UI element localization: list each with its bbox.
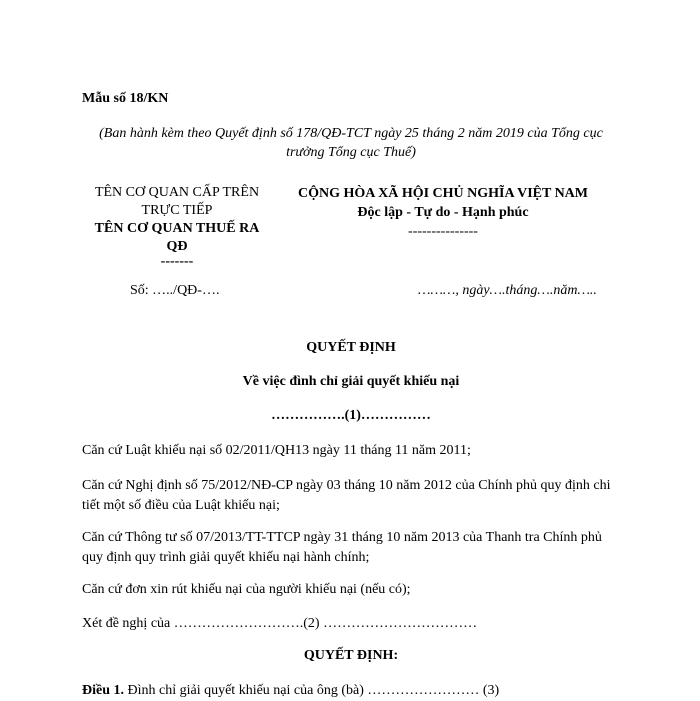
- document-title: QUYẾT ĐỊNH: [306, 340, 396, 355]
- article-1-text: Đình chỉ giải quyết khiếu nại của ông (bà) …………………… (3): [124, 683, 500, 698]
- document-subtitle: Về việc đình chỉ giải quyết khiếu nại: [242, 374, 460, 389]
- agency-line-2: TRỰC TIẾP: [141, 203, 213, 218]
- left-header-rule: -------: [160, 254, 194, 269]
- basis-law: Căn cứ Luật khiếu nại số 02/2011/QH13 ngày 11 tháng 11 năm 2011;: [82, 443, 471, 458]
- article-1-label: Điều 1.: [82, 683, 124, 698]
- national-motto: Độc lập - Tự do - Hạnh phúc: [357, 205, 529, 220]
- agency-line-3: TÊN CƠ QUAN THUẾ RA: [94, 221, 260, 236]
- form-number: Mẫu số 18/KN: [82, 91, 169, 106]
- basis-circular: Căn cứ Thông tư số 07/2013/TT-TTCP ngày 31 tháng 10 năm 2013 của Thanh tra Chính phủ quy định quy trình giải quyết khiếu nại hành chính;: [82, 530, 602, 565]
- authority-line: …………….(1)……………: [271, 408, 431, 423]
- right-header-rule: ---------------: [408, 224, 478, 239]
- agency-line-1: TÊN CƠ QUAN CẤP TRÊN: [94, 185, 260, 200]
- decision-heading: QUYẾT ĐỊNH:: [303, 648, 399, 663]
- issued-note: (Ban hành kèm theo Quyết định số 178/QĐ-TCT ngày 25 tháng 2 năm 2019 của Tổng cục trưởng Tổng cục Thuế): [99, 126, 603, 160]
- country-name: CỘNG HÒA XÃ HỘI CHỦ NGHĨA VIỆT NAM: [297, 186, 588, 201]
- agency-line-4: QĐ: [166, 239, 188, 254]
- article-1: [82, 681, 622, 701]
- right-header: [282, 184, 604, 241]
- basis-withdrawal-request: Căn cứ đơn xin rút khiếu nại của người khiếu nại (nếu có);: [82, 582, 411, 597]
- date-line: ………, ngày….tháng….năm…..: [418, 283, 597, 298]
- decision-number: Số: …../QĐ-….: [130, 283, 220, 298]
- basis-decree: Căn cứ Nghị định số 75/2012/NĐ-CP ngày 03 tháng 10 năm 2012 của Chính phủ quy định chi tiết một số điều của Luật khiếu nại;: [82, 478, 611, 513]
- left-header: [82, 184, 272, 268]
- proposal-line: Xét đề nghị của ……………………….(2) ……………………………: [82, 616, 478, 631]
